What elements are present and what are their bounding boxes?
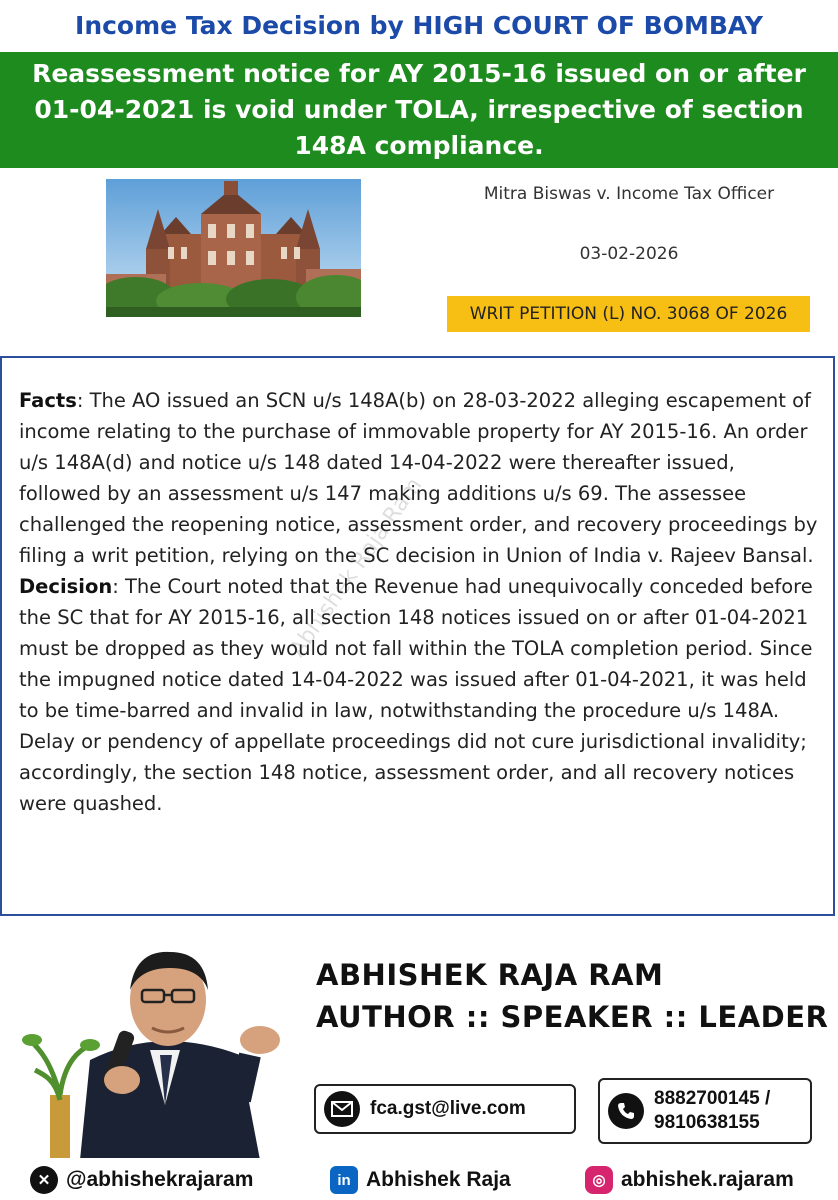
petition-number-badge: WRIT PETITION (L) NO. 3068 OF 2026	[447, 296, 810, 332]
court-building-image	[106, 179, 361, 317]
decision-label: Decision	[19, 575, 113, 598]
phone-line-2: 9810638155	[654, 1112, 760, 1133]
decision-paragraph	[19, 571, 819, 819]
headline-banner	[0, 52, 838, 168]
summary-text	[19, 385, 819, 819]
headline-text: Reassessment notice for AY 2015-16 issued on or after 01-04-2021 is void under TOLA, irrespective of section 148A compliance.	[32, 59, 806, 160]
social-linkedin-link[interactable]	[330, 1163, 511, 1197]
author-photo	[10, 930, 310, 1160]
x-icon: ✕	[30, 1166, 58, 1194]
instagram-icon: ◎	[585, 1166, 613, 1194]
decision-text: : The Court noted that the Revenue had unequivocally conceded before the SC that for AY 2015-16, all section 148 notices issued on or after 01-04-2021 must be dropped as they would not fall within the TOLA completion period. Since the impugned notice dated 14-04-2022 was issued after 01-04-2021, it was held to be time-barred and invalid in law, notwithstanding the procedure u/s 148A. Delay or pendency of appellate proceedings did not cure jurisdictional invalidity; accordingly, the section 148 notice, assessment order, and all recovery notices were quashed.	[19, 575, 813, 815]
author-tagline: AUTHOR :: SPEAKER :: LEADER	[316, 1000, 829, 1034]
phone-contact[interactable]	[598, 1078, 812, 1144]
page-title: Income Tax Decision by HIGH COURT OF BOMBAY	[75, 11, 763, 40]
case-name: Mitra Biswas v. Income Tax Officer	[483, 184, 775, 204]
x-handle: @abhishekrajaram	[66, 1168, 254, 1191]
linkedin-handle: Abhishek Raja	[366, 1168, 511, 1191]
facts-label: Facts	[19, 389, 77, 412]
email-icon	[324, 1091, 360, 1127]
phone-text	[654, 1087, 770, 1135]
social-instagram-link[interactable]	[585, 1163, 794, 1197]
facts-text: : The AO issued an SCN u/s 148A(b) on 28-03-2022 alleging escapement of income relating to the purchase of immovable property for AY 2015-16. An order u/s 148A(d) and notice u/s 148 dated 14-04-2022 were thereafter issued, followed by an assessment u/s 147 making additions u/s 69. The assessee challenged the reopening notice, assessment order, and recovery proceedings by filing a writ petition, relying on the SC decision in Union of India v. Rajeev Bansal.	[19, 389, 818, 567]
social-x-link[interactable]	[30, 1163, 253, 1197]
linkedin-icon: in	[330, 1166, 358, 1194]
instagram-handle: abhishek.rajaram	[621, 1168, 794, 1191]
author-name: ABHISHEK RAJA RAM	[316, 958, 664, 992]
email-text: fca.gst@live.com	[370, 1098, 526, 1119]
watermark: Abhishek Raja Ram	[285, 473, 428, 662]
phone-line-1: 8882700145 /	[654, 1088, 771, 1109]
case-date: 03-02-2026	[579, 244, 679, 264]
facts-paragraph	[19, 385, 819, 571]
phone-icon	[608, 1093, 644, 1129]
email-contact[interactable]	[314, 1084, 576, 1134]
